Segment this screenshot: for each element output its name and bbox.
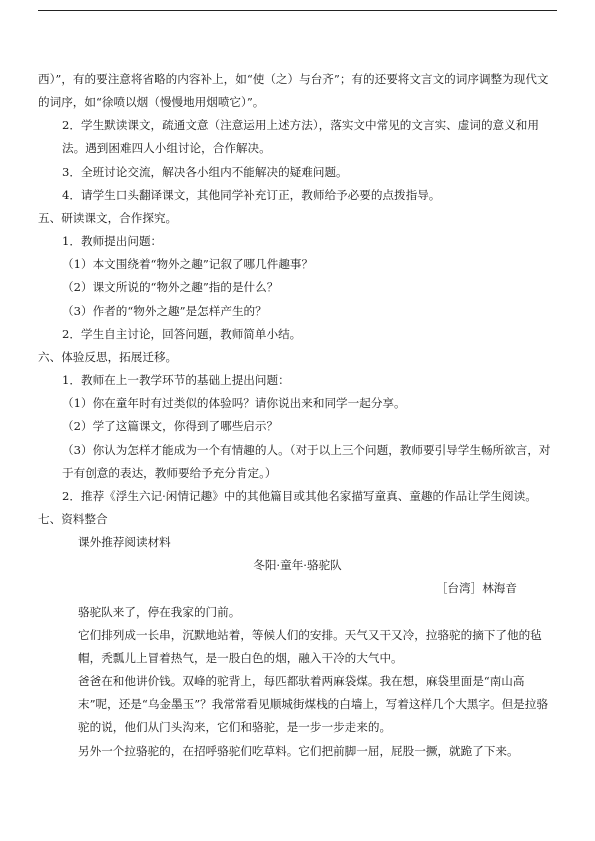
text-line: 课外推荐阅读材料 (78, 535, 171, 550)
text-line: （3）你认为怎样才能成为一个有情趣的人。（对于以上三个问题，教师要引导学生畅所欲言，对于有创意的表达，教师要给予充分肯定。） (62, 442, 551, 480)
text-line: （3）作者的“物外之趣”是怎样产生的？ (62, 303, 267, 318)
header-rule (38, 10, 557, 11)
text-line: 4．请学生口头翻译课文，其他同学补充订正，教师给予必要的点拨指导。 (62, 187, 441, 202)
text-line: 骆驼队来了，停在我家的门前。 (78, 604, 241, 619)
text-line: 2．学生自主讨论，回答问题，教师简单小结。 (62, 326, 302, 341)
text-line: （2）学了这篇课文，你得到了哪些启示？ (62, 419, 279, 434)
text-line: （2）课文所说的“物外之趣”指的是什么？ (62, 280, 279, 295)
text-line: （1）本文围绕着“物外之趣”记叙了哪几件趣事？ (62, 257, 314, 272)
article-title: 冬阳·童年·骆驼队 (253, 558, 342, 573)
text-line: 西）”，有的要注意将省略的内容补上，如“使（之）与台齐”；有的还要将文言文的词序调整为现代文的词序，如“徐喷以烟（慢慢地用烟喷它）”。 (38, 72, 549, 110)
document-body (38, 68, 557, 763)
text-line: （1）你在童年时有过类似的体验吗？请你说出来和同学一起分享。 (62, 396, 406, 411)
text-line: 3．全班讨论交流，解决各小组内不能解决的疑难问题。 (62, 164, 348, 179)
text-line: 1．教师在上一教学环节的基础上提出问题： (62, 373, 290, 388)
text-line: 1．教师提出问题： (62, 234, 163, 249)
text-line: 爸爸在和他讲价钱。双峰的驼背上，每匹都驮着两麻袋煤。我在想，麻袋里面是“南山高末”呢，还是“乌金墨玉”？我常常看见顺城街煤栈的白墙上，写着这样几个大黑字。但是拉骆驼的说，他们从门头沟来，它们和骆驼，是一步一步走来的。 (78, 674, 548, 735)
text-line: 另外一个拉骆驼的，在招呼骆驼们吃草料。它们把前脚一屈，屁股一撅，就跪了下来。 (78, 743, 519, 758)
section-heading: 七、资料整合 (38, 511, 108, 526)
section-heading: 六、体验反思，拓展迁移。 (38, 349, 178, 364)
section-heading: 五、研读课文，合作探究。 (38, 210, 178, 225)
article-author: ［台湾］林海音 (435, 581, 517, 596)
text-line: 它们排列成一长串，沉默地站着，等候人们的安排。天气又干又冷，拉骆驼的摘下了他的毡帽，秃瓢儿上冒着热气，是一股白色的烟，融入干冷的大气中。 (78, 627, 542, 665)
text-line: 2．学生默读课文，疏通文意（注意运用上述方法），落实文中常见的文言实、虚词的意义和用法。遇到困难四人小组讨论，合作解决。 (62, 118, 539, 156)
text-line: 2．推荐《浮生六记·闲情记趣》中的其他篇目或其他名家描写童真、童趣的作品让学生阅读。 (62, 488, 537, 503)
